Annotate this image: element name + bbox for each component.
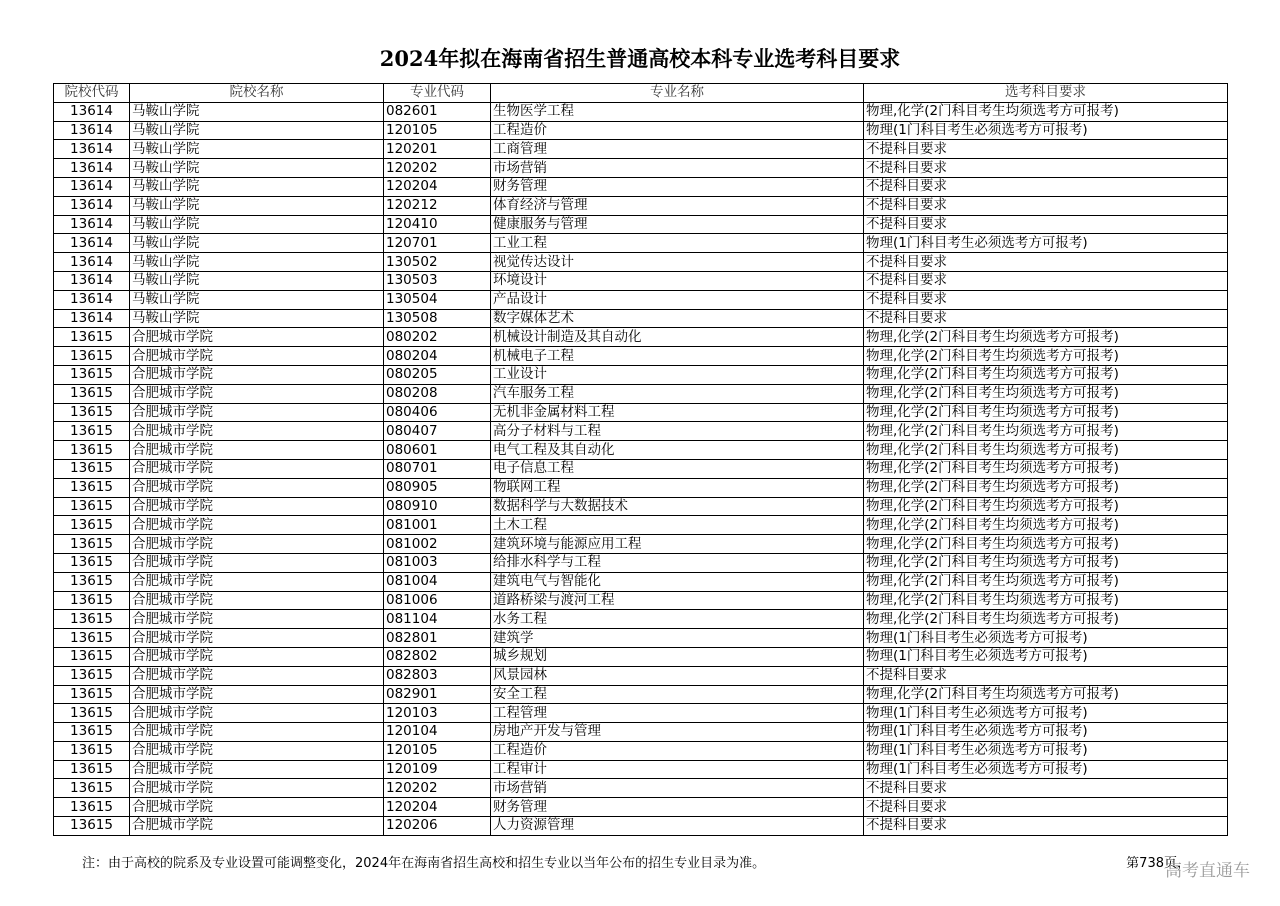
school-name-cell: 合肥城市学院 bbox=[130, 760, 384, 779]
subject-requirement-cell: 物理,化学(2门科目考生均须选考方可报考) bbox=[864, 347, 1228, 366]
school-name-cell: 合肥城市学院 bbox=[130, 610, 384, 629]
major-code-cell: 081104 bbox=[384, 610, 491, 629]
subject-requirement-cell: 不提科目要求 bbox=[864, 666, 1228, 685]
school-name-cell: 马鞍山学院 bbox=[130, 159, 384, 178]
major-code-cell: 081001 bbox=[384, 516, 491, 535]
major-name-cell: 土木工程 bbox=[491, 516, 864, 535]
school-name-cell: 马鞍山学院 bbox=[130, 196, 384, 215]
page-number: 第738页， bbox=[1126, 856, 1190, 871]
major-name-cell: 健康服务与管理 bbox=[491, 215, 864, 234]
major-name-cell: 财务管理 bbox=[491, 798, 864, 817]
table-row bbox=[54, 159, 1228, 178]
major-code-cell: 120105 bbox=[384, 121, 491, 140]
school-name-cell: 合肥城市学院 bbox=[130, 553, 384, 572]
table-body bbox=[54, 102, 1228, 835]
school-name-cell: 马鞍山学院 bbox=[130, 253, 384, 272]
major-name-cell: 电气工程及其自动化 bbox=[491, 441, 864, 460]
subject-requirement-cell: 不提科目要求 bbox=[864, 779, 1228, 798]
header-major-name: 专业名称 bbox=[491, 84, 864, 103]
major-code-cell: 120212 bbox=[384, 196, 491, 215]
header-row bbox=[54, 84, 1228, 103]
table-row bbox=[54, 140, 1228, 159]
school-code-cell: 13615 bbox=[54, 365, 130, 384]
table-row bbox=[54, 685, 1228, 704]
major-code-cell: 120105 bbox=[384, 741, 491, 760]
major-code-cell: 120201 bbox=[384, 140, 491, 159]
school-code-cell: 13614 bbox=[54, 253, 130, 272]
subject-requirement-cell: 物理,化学(2门科目考生均须选考方可报考) bbox=[864, 685, 1228, 704]
major-name-cell: 汽车服务工程 bbox=[491, 384, 864, 403]
school-code-cell: 13615 bbox=[54, 572, 130, 591]
school-code-cell: 13615 bbox=[54, 704, 130, 723]
school-code-cell: 13615 bbox=[54, 779, 130, 798]
major-name-cell: 城乡规划 bbox=[491, 647, 864, 666]
major-name-cell: 机械设计制造及其自动化 bbox=[491, 328, 864, 347]
school-name-cell: 合肥城市学院 bbox=[130, 779, 384, 798]
school-code-cell: 13614 bbox=[54, 309, 130, 328]
table-row bbox=[54, 629, 1228, 648]
major-name-cell: 电子信息工程 bbox=[491, 459, 864, 478]
school-code-cell: 13615 bbox=[54, 347, 130, 366]
school-code-cell: 13615 bbox=[54, 629, 130, 648]
subject-requirement-cell: 物理,化学(2门科目考生均须选考方可报考) bbox=[864, 535, 1228, 554]
table-row bbox=[54, 403, 1228, 422]
table-row bbox=[54, 741, 1228, 760]
school-name-cell: 合肥城市学院 bbox=[130, 365, 384, 384]
school-name-cell: 合肥城市学院 bbox=[130, 422, 384, 441]
major-code-cell: 120104 bbox=[384, 723, 491, 742]
school-name-cell: 合肥城市学院 bbox=[130, 328, 384, 347]
major-name-cell: 风景园林 bbox=[491, 666, 864, 685]
subject-requirement-cell: 物理,化学(2门科目考生均须选考方可报考) bbox=[864, 478, 1228, 497]
school-name-cell: 马鞍山学院 bbox=[130, 234, 384, 253]
table-row bbox=[54, 779, 1228, 798]
school-code-cell: 13615 bbox=[54, 553, 130, 572]
major-code-cell: 120701 bbox=[384, 234, 491, 253]
major-name-cell: 安全工程 bbox=[491, 685, 864, 704]
major-code-cell: 120204 bbox=[384, 177, 491, 196]
school-name-cell: 马鞍山学院 bbox=[130, 215, 384, 234]
school-code-cell: 13614 bbox=[54, 215, 130, 234]
school-name-cell: 合肥城市学院 bbox=[130, 798, 384, 817]
major-name-cell: 建筑学 bbox=[491, 629, 864, 648]
school-name-cell: 合肥城市学院 bbox=[130, 516, 384, 535]
major-code-cell: 082802 bbox=[384, 647, 491, 666]
table-row bbox=[54, 572, 1228, 591]
major-code-cell: 120202 bbox=[384, 159, 491, 178]
header-subject-requirement: 选考科目要求 bbox=[864, 84, 1228, 103]
table-row bbox=[54, 459, 1228, 478]
subject-requirement-cell: 物理(1门科目考生必须选考方可报考) bbox=[864, 723, 1228, 742]
school-name-cell: 合肥城市学院 bbox=[130, 384, 384, 403]
school-code-cell: 13615 bbox=[54, 384, 130, 403]
school-code-cell: 13614 bbox=[54, 121, 130, 140]
major-name-cell: 物联网工程 bbox=[491, 478, 864, 497]
table-row bbox=[54, 516, 1228, 535]
table-row bbox=[54, 666, 1228, 685]
major-code-cell: 081002 bbox=[384, 535, 491, 554]
major-name-cell: 给排水科学与工程 bbox=[491, 553, 864, 572]
school-name-cell: 马鞍山学院 bbox=[130, 140, 384, 159]
subject-requirement-cell: 物理,化学(2门科目考生均须选考方可报考) bbox=[864, 591, 1228, 610]
subject-requirement-cell: 不提科目要求 bbox=[864, 159, 1228, 178]
table-row bbox=[54, 760, 1228, 779]
school-code-cell: 13614 bbox=[54, 196, 130, 215]
subject-requirement-cell: 物理,化学(2门科目考生均须选考方可报考) bbox=[864, 497, 1228, 516]
major-name-cell: 产品设计 bbox=[491, 290, 864, 309]
subject-requirement-cell: 不提科目要求 bbox=[864, 177, 1228, 196]
footer-note: 注：由于高校的院系及专业设置可能调整变化，2024年在海南省招生高校和招生专业以当年公布的招生专业目录为准。 bbox=[82, 856, 766, 871]
school-name-cell: 合肥城市学院 bbox=[130, 535, 384, 554]
table-row bbox=[54, 177, 1228, 196]
school-code-cell: 13615 bbox=[54, 403, 130, 422]
subject-requirement-cell: 不提科目要求 bbox=[864, 215, 1228, 234]
table-row bbox=[54, 591, 1228, 610]
school-name-cell: 合肥城市学院 bbox=[130, 685, 384, 704]
major-code-cell: 130502 bbox=[384, 253, 491, 272]
major-code-cell: 081004 bbox=[384, 572, 491, 591]
school-code-cell: 13614 bbox=[54, 140, 130, 159]
subject-requirement-cell: 物理,化学(2门科目考生均须选考方可报考) bbox=[864, 553, 1228, 572]
major-name-cell: 工程审计 bbox=[491, 760, 864, 779]
major-name-cell: 人力资源管理 bbox=[491, 817, 864, 836]
header-school-name: 院校名称 bbox=[130, 84, 384, 103]
major-code-cell: 080202 bbox=[384, 328, 491, 347]
major-name-cell: 无机非金属材料工程 bbox=[491, 403, 864, 422]
school-name-cell: 合肥城市学院 bbox=[130, 403, 384, 422]
major-name-cell: 道路桥梁与渡河工程 bbox=[491, 591, 864, 610]
school-code-cell: 13615 bbox=[54, 741, 130, 760]
subject-requirement-cell: 物理,化学(2门科目考生均须选考方可报考) bbox=[864, 102, 1228, 121]
header-major-code: 专业代码 bbox=[384, 84, 491, 103]
major-code-cell: 080601 bbox=[384, 441, 491, 460]
major-name-cell: 市场营销 bbox=[491, 779, 864, 798]
school-code-cell: 13615 bbox=[54, 591, 130, 610]
subject-requirement-cell: 物理,化学(2门科目考生均须选考方可报考) bbox=[864, 365, 1228, 384]
table-row bbox=[54, 441, 1228, 460]
subject-requirement-cell: 物理,化学(2门科目考生均须选考方可报考) bbox=[864, 516, 1228, 535]
major-code-cell: 120103 bbox=[384, 704, 491, 723]
school-code-cell: 13615 bbox=[54, 422, 130, 441]
table-row bbox=[54, 553, 1228, 572]
table-row bbox=[54, 215, 1228, 234]
subject-requirement-cell: 物理(1门科目考生必须选考方可报考) bbox=[864, 647, 1228, 666]
major-code-cell: 082901 bbox=[384, 685, 491, 704]
major-code-cell: 080905 bbox=[384, 478, 491, 497]
major-name-cell: 工程造价 bbox=[491, 741, 864, 760]
school-code-cell: 13614 bbox=[54, 159, 130, 178]
watermark-text: 高考直通车 bbox=[1165, 861, 1250, 881]
subject-requirement-cell: 物理(1门科目考生必须选考方可报考) bbox=[864, 121, 1228, 140]
major-code-cell: 130504 bbox=[384, 290, 491, 309]
school-code-cell: 13615 bbox=[54, 441, 130, 460]
major-code-cell: 080407 bbox=[384, 422, 491, 441]
subject-requirement-cell: 物理(1门科目考生必须选考方可报考) bbox=[864, 704, 1228, 723]
requirements-table bbox=[53, 83, 1228, 836]
subject-requirement-cell: 不提科目要求 bbox=[864, 253, 1228, 272]
subject-requirement-cell: 物理(1门科目考生必须选考方可报考) bbox=[864, 760, 1228, 779]
major-name-cell: 生物医学工程 bbox=[491, 102, 864, 121]
major-code-cell: 081006 bbox=[384, 591, 491, 610]
school-code-cell: 13614 bbox=[54, 234, 130, 253]
school-name-cell: 马鞍山学院 bbox=[130, 309, 384, 328]
major-code-cell: 082803 bbox=[384, 666, 491, 685]
major-name-cell: 工业工程 bbox=[491, 234, 864, 253]
table-row bbox=[54, 309, 1228, 328]
school-name-cell: 马鞍山学院 bbox=[130, 177, 384, 196]
major-name-cell: 数字媒体艺术 bbox=[491, 309, 864, 328]
major-code-cell: 120410 bbox=[384, 215, 491, 234]
subject-requirement-cell: 物理,化学(2门科目考生均须选考方可报考) bbox=[864, 403, 1228, 422]
table-row bbox=[54, 253, 1228, 272]
table-row bbox=[54, 271, 1228, 290]
major-code-cell: 080205 bbox=[384, 365, 491, 384]
school-code-cell: 13614 bbox=[54, 102, 130, 121]
school-code-cell: 13615 bbox=[54, 647, 130, 666]
major-name-cell: 工业设计 bbox=[491, 365, 864, 384]
subject-requirement-cell: 物理,化学(2门科目考生均须选考方可报考) bbox=[864, 441, 1228, 460]
major-name-cell: 视觉传达设计 bbox=[491, 253, 864, 272]
school-name-cell: 合肥城市学院 bbox=[130, 647, 384, 666]
table-row bbox=[54, 234, 1228, 253]
school-code-cell: 13615 bbox=[54, 459, 130, 478]
major-code-cell: 120206 bbox=[384, 817, 491, 836]
table-row bbox=[54, 422, 1228, 441]
school-code-cell: 13615 bbox=[54, 723, 130, 742]
major-name-cell: 市场营销 bbox=[491, 159, 864, 178]
major-name-cell: 体育经济与管理 bbox=[491, 196, 864, 215]
table-row bbox=[54, 347, 1228, 366]
subject-requirement-cell: 物理,化学(2门科目考生均须选考方可报考) bbox=[864, 459, 1228, 478]
school-code-cell: 13615 bbox=[54, 328, 130, 347]
header-school-code: 院校代码 bbox=[54, 84, 130, 103]
table-row bbox=[54, 610, 1228, 629]
school-code-cell: 13615 bbox=[54, 516, 130, 535]
school-name-cell: 马鞍山学院 bbox=[130, 121, 384, 140]
table-row bbox=[54, 535, 1228, 554]
school-name-cell: 合肥城市学院 bbox=[130, 347, 384, 366]
school-code-cell: 13615 bbox=[54, 610, 130, 629]
table-row bbox=[54, 497, 1228, 516]
school-name-cell: 马鞍山学院 bbox=[130, 290, 384, 309]
table-row bbox=[54, 704, 1228, 723]
major-code-cell: 080406 bbox=[384, 403, 491, 422]
school-name-cell: 合肥城市学院 bbox=[130, 817, 384, 836]
table-row bbox=[54, 196, 1228, 215]
school-code-cell: 13615 bbox=[54, 497, 130, 516]
subject-requirement-cell: 不提科目要求 bbox=[864, 290, 1228, 309]
school-name-cell: 合肥城市学院 bbox=[130, 629, 384, 648]
subject-requirement-cell: 物理,化学(2门科目考生均须选考方可报考) bbox=[864, 572, 1228, 591]
major-code-cell: 120109 bbox=[384, 760, 491, 779]
major-name-cell: 机械电子工程 bbox=[491, 347, 864, 366]
school-code-cell: 13615 bbox=[54, 685, 130, 704]
major-code-cell: 082801 bbox=[384, 629, 491, 648]
major-code-cell: 080204 bbox=[384, 347, 491, 366]
school-name-cell: 合肥城市学院 bbox=[130, 441, 384, 460]
table-row bbox=[54, 121, 1228, 140]
major-name-cell: 高分子材料与工程 bbox=[491, 422, 864, 441]
subject-requirement-cell: 物理,化学(2门科目考生均须选考方可报考) bbox=[864, 610, 1228, 629]
major-code-cell: 120202 bbox=[384, 779, 491, 798]
subject-requirement-cell: 物理(1门科目考生必须选考方可报考) bbox=[864, 741, 1228, 760]
subject-requirement-cell: 不提科目要求 bbox=[864, 817, 1228, 836]
major-code-cell: 080208 bbox=[384, 384, 491, 403]
major-code-cell: 120204 bbox=[384, 798, 491, 817]
subject-requirement-cell: 物理(1门科目考生必须选考方可报考) bbox=[864, 234, 1228, 253]
major-name-cell: 工程管理 bbox=[491, 704, 864, 723]
table-row bbox=[54, 328, 1228, 347]
school-name-cell: 合肥城市学院 bbox=[130, 591, 384, 610]
major-code-cell: 081003 bbox=[384, 553, 491, 572]
school-name-cell: 合肥城市学院 bbox=[130, 459, 384, 478]
major-code-cell: 080910 bbox=[384, 497, 491, 516]
school-code-cell: 13614 bbox=[54, 271, 130, 290]
table-row bbox=[54, 102, 1228, 121]
subject-requirement-cell: 物理,化学(2门科目考生均须选考方可报考) bbox=[864, 422, 1228, 441]
school-name-cell: 合肥城市学院 bbox=[130, 572, 384, 591]
table-row bbox=[54, 478, 1228, 497]
school-code-cell: 13615 bbox=[54, 478, 130, 497]
school-code-cell: 13615 bbox=[54, 760, 130, 779]
subject-requirement-cell: 物理(1门科目考生必须选考方可报考) bbox=[864, 629, 1228, 648]
table-row bbox=[54, 723, 1228, 742]
school-name-cell: 马鞍山学院 bbox=[130, 271, 384, 290]
major-name-cell: 工商管理 bbox=[491, 140, 864, 159]
major-name-cell: 建筑环境与能源应用工程 bbox=[491, 535, 864, 554]
subject-requirement-cell: 不提科目要求 bbox=[864, 271, 1228, 290]
table-row bbox=[54, 384, 1228, 403]
school-name-cell: 合肥城市学院 bbox=[130, 497, 384, 516]
table-header bbox=[54, 84, 1228, 103]
school-name-cell: 合肥城市学院 bbox=[130, 723, 384, 742]
major-name-cell: 环境设计 bbox=[491, 271, 864, 290]
page-title: 2024年拟在海南省招生普通高校本科专业选考科目要求 bbox=[379, 46, 901, 71]
subject-requirement-cell: 不提科目要求 bbox=[864, 196, 1228, 215]
school-name-cell: 合肥城市学院 bbox=[130, 704, 384, 723]
major-code-cell: 130508 bbox=[384, 309, 491, 328]
school-code-cell: 13615 bbox=[54, 798, 130, 817]
school-name-cell: 合肥城市学院 bbox=[130, 478, 384, 497]
school-code-cell: 13615 bbox=[54, 817, 130, 836]
school-name-cell: 马鞍山学院 bbox=[130, 102, 384, 121]
major-code-cell: 082601 bbox=[384, 102, 491, 121]
table-row bbox=[54, 290, 1228, 309]
school-name-cell: 合肥城市学院 bbox=[130, 741, 384, 760]
table-row bbox=[54, 817, 1228, 836]
subject-requirement-cell: 物理,化学(2门科目考生均须选考方可报考) bbox=[864, 384, 1228, 403]
school-name-cell: 合肥城市学院 bbox=[130, 666, 384, 685]
subject-requirement-cell: 不提科目要求 bbox=[864, 798, 1228, 817]
subject-requirement-cell: 物理,化学(2门科目考生均须选考方可报考) bbox=[864, 328, 1228, 347]
major-name-cell: 房地产开发与管理 bbox=[491, 723, 864, 742]
table-row bbox=[54, 647, 1228, 666]
school-code-cell: 13614 bbox=[54, 177, 130, 196]
major-name-cell: 水务工程 bbox=[491, 610, 864, 629]
school-code-cell: 13615 bbox=[54, 535, 130, 554]
major-code-cell: 080701 bbox=[384, 459, 491, 478]
school-code-cell: 13615 bbox=[54, 666, 130, 685]
major-code-cell: 130503 bbox=[384, 271, 491, 290]
major-name-cell: 建筑电气与智能化 bbox=[491, 572, 864, 591]
school-code-cell: 13614 bbox=[54, 290, 130, 309]
table-row bbox=[54, 365, 1228, 384]
major-name-cell: 财务管理 bbox=[491, 177, 864, 196]
subject-requirement-cell: 不提科目要求 bbox=[864, 140, 1228, 159]
table-row bbox=[54, 798, 1228, 817]
subject-requirement-cell: 不提科目要求 bbox=[864, 309, 1228, 328]
major-name-cell: 工程造价 bbox=[491, 121, 864, 140]
major-name-cell: 数据科学与大数据技术 bbox=[491, 497, 864, 516]
